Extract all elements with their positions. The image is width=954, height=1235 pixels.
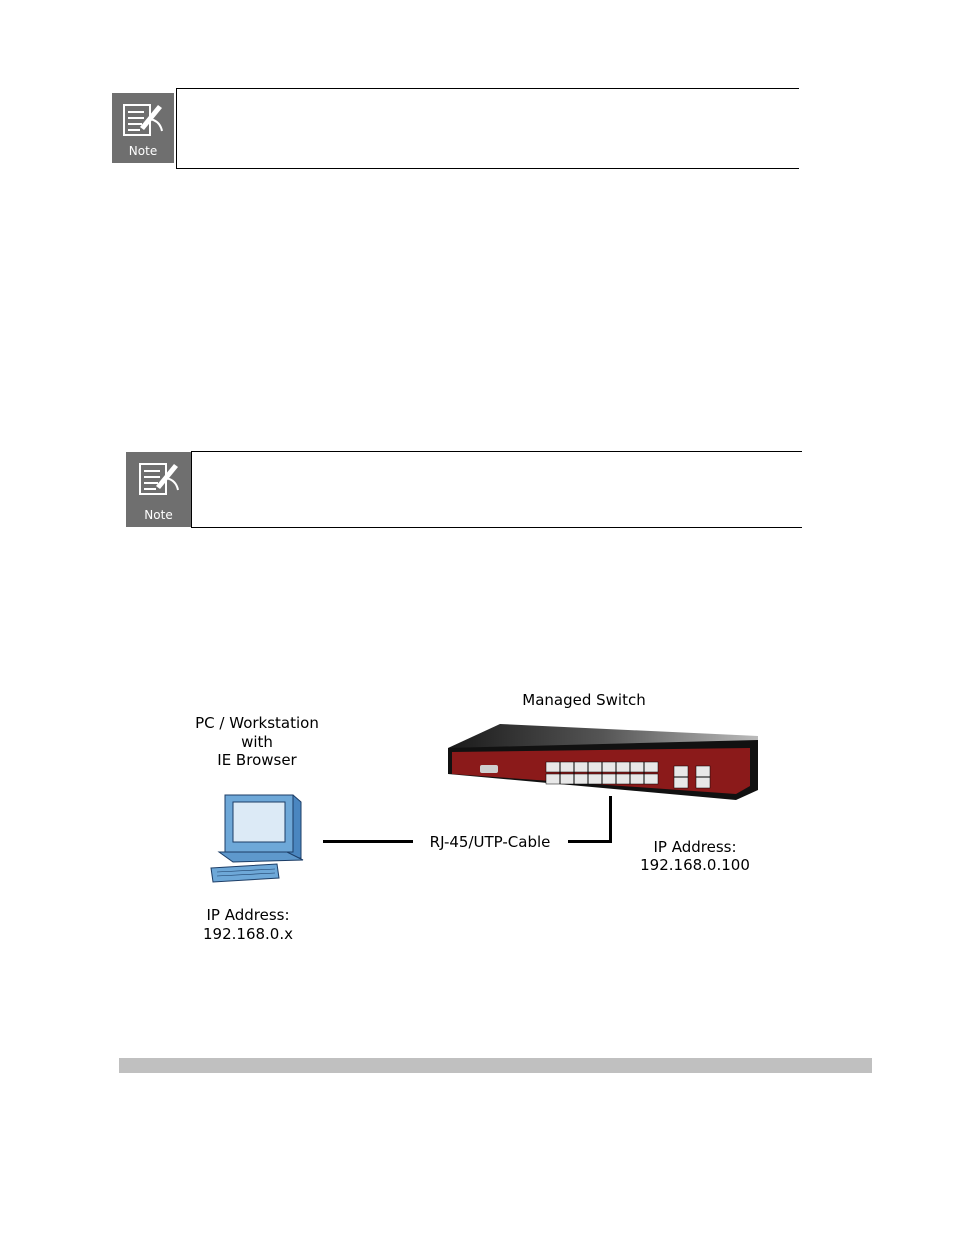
switch-ip-value: 192.168.0.100 bbox=[640, 856, 750, 874]
pencil-paper-icon bbox=[120, 99, 166, 139]
note-divider bbox=[191, 451, 192, 528]
note-icon bbox=[112, 93, 174, 163]
cable-line-right bbox=[568, 840, 612, 843]
note-top-rule bbox=[191, 451, 802, 452]
managed-switch-image bbox=[440, 718, 765, 806]
pc-ip-label: IP Address: bbox=[206, 906, 290, 924]
footer-bar bbox=[119, 1058, 872, 1073]
pc-title-line-2: with bbox=[241, 733, 273, 751]
note-divider bbox=[176, 88, 177, 169]
pc-workstation-image bbox=[205, 790, 310, 885]
note-label: Note bbox=[128, 144, 158, 158]
note-bottom-rule bbox=[191, 527, 802, 528]
cable-line-vertical bbox=[609, 796, 612, 843]
cable-line-left bbox=[323, 840, 413, 843]
pc-title-line-1: PC / Workstation bbox=[195, 714, 319, 732]
note-icon bbox=[126, 452, 191, 527]
note-bottom-rule bbox=[176, 168, 799, 169]
note-label: Note bbox=[144, 508, 173, 522]
note-top-rule bbox=[176, 88, 799, 89]
switch-title: Managed Switch bbox=[522, 691, 646, 709]
switch-ip-label: IP Address: bbox=[653, 838, 737, 856]
cable-label: RJ-45/UTP-Cable bbox=[429, 833, 551, 851]
pencil-paper-icon bbox=[136, 458, 182, 498]
pc-title-line-3: IE Browser bbox=[217, 751, 297, 769]
pc-ip-value: 192.168.0.x bbox=[203, 925, 293, 943]
